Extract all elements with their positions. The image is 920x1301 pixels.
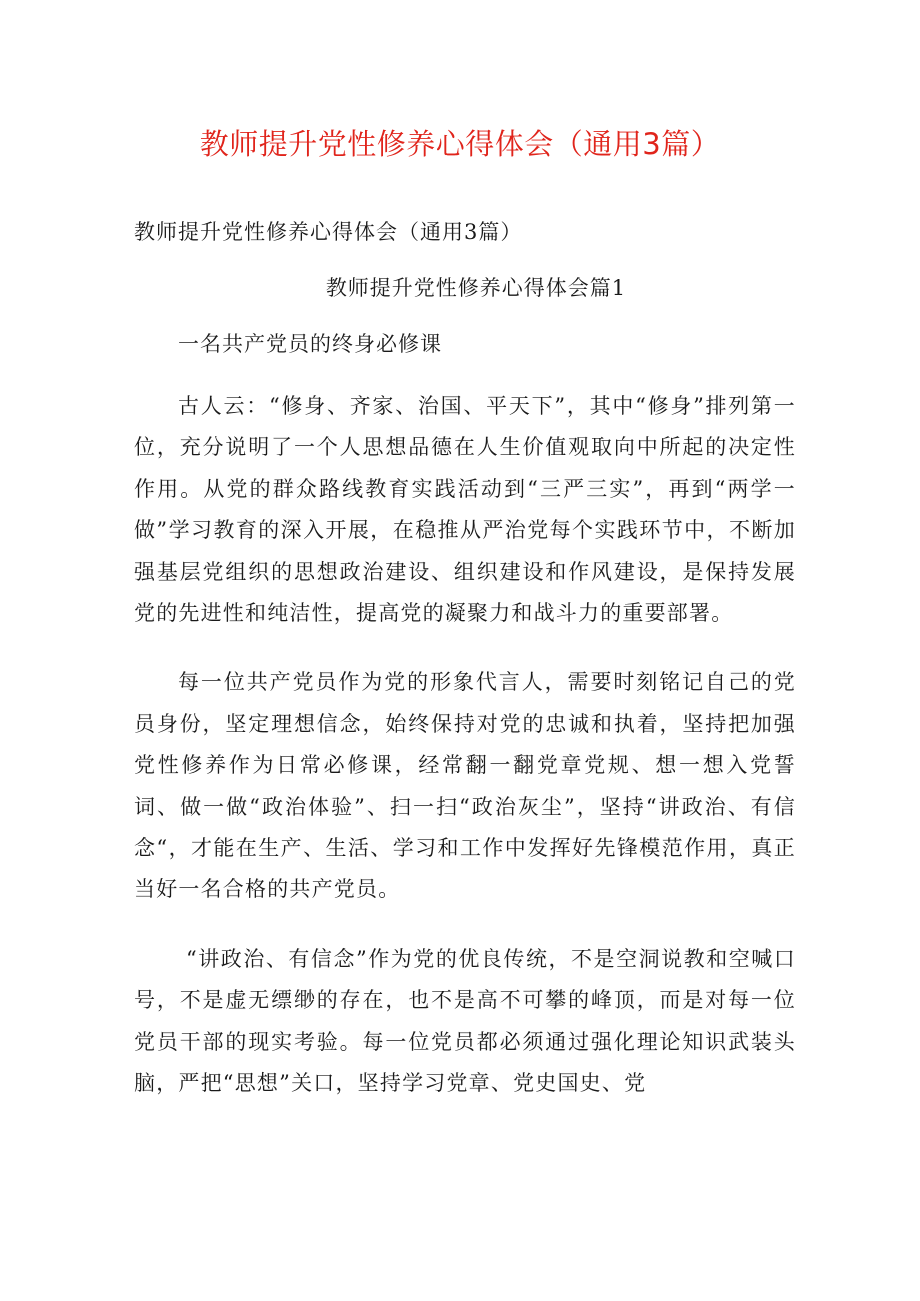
document-title: 教师提升党性修养心得体会（通用3篇） (199, 127, 721, 161)
paragraph-1: 古人云：“修身、齐家、治国、平天下”，其中“修身”排列第一位，充分说明了一个人思想品德在人生价值观取向中所起的决定性作用。从党的群众路线教育实践活动到“三严三实”，再到“两学一做”学习教育的深入开展，在稳推从严治党每个实践环节中，不断加强基层党组织的思想政治建设、组织建设和作风建设，是保持发展党的先进性和纯洁性，提高党的凝聚力和战斗力的重要部署。 (134, 394, 796, 626)
document-body (134, 218, 796, 1133)
section-heading: 教师提升党性修养心得体会篇1 (325, 276, 627, 300)
article-heading: 一名共产党员的终身必修课 (178, 332, 442, 356)
document-subtitle: 教师提升党性修养心得体会（通用3篇） (134, 220, 523, 244)
paragraph-2: 每一位共产党员作为党的形象代言人，需要时刻铭记自己的党员身份，坚定理想信念，始终保持对党的忠诚和执着，坚持把加强党性修养作为日常必修课，经常翻一翻党章党规、想一想入党誓词、做一做“政治体验”、扫一扫“政治灰尘”，坚持“讲政治、有信念“，才能在生产、生活、学习和工作中发挥好先锋模范作用，真正当好一名合格的共产党员。 (134, 670, 796, 902)
paragraph-3: “讲政治、有信念”作为党的优良传统，不是空洞说教和空喊口号，不是虚无缥缈的存在，也不是高不可攀的峰顶，而是对每一位党员干部的现实考验。每一位党员都必须通过强化理论知识武装头脑，严把“思想”关口，坚持学习党章、党史国史、党 (134, 946, 796, 1096)
